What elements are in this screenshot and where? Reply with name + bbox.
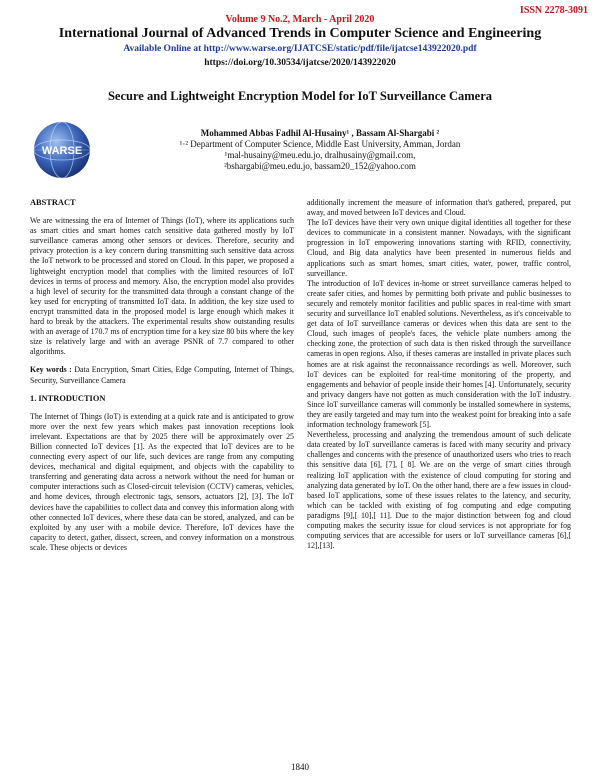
keywords-label: Key words : [30,365,72,375]
affiliation: ¹·² Department of Computer Science, Middle East University, Amman, Jordan [179,139,461,149]
journal-title: International Journal of Advanced Trends in Computer Science and Engineering [58,26,542,41]
globe-logo-icon [30,118,94,182]
intro-paragraph-2: The IoT devices have their very own unique digital identities all together for these devices to communicate in a consistent manner. Nowadays, with the significant progression in IoT empowering innovations starting with RFID, connectivity, Cloud, and Big data analytics have been presented in numerous fields and applications such as smart homes, smart cities, water, power, traffic control, surveillance. [307,218,571,278]
keywords-text: Data Encryption, Smart Cities, Edge Computing, Internet of Things, Security, Surveillance Camera [30,365,294,385]
intro-paragraph-1-continued: additionally increment the measure of information that's gathered, prepared, put away, and moved between IoT devices and Cloud. [307,198,571,218]
doi-link[interactable]: https://doi.org/10.30534/ijatcse/2020/143922020 [204,58,396,68]
volume-info: Volume 9 No.2, March - April 2020 [225,14,375,25]
availability-link[interactable]: Available Online at http://www.warse.org/IJATCSE/static/pdf/file/ijatcse143922020.pdf [123,44,477,54]
logo-text: WARSE [41,145,83,157]
author-names: Mohammed Abbas Fadhil Al-Husainy¹ , Bassam Al-Shargabi ² [200,128,440,138]
author-email-2: ²bshargabi@meu.edu.jo, bassam20_152@yahoo.com [224,161,416,171]
page-number: 1840 [291,762,309,772]
issn: ISSN 2278-3091 [519,5,588,16]
abstract-text: We are witnessing the era of Internet of Things (IoT), where its applications such as smart cities and smart homes catch sensitive data gathered mostly by IoT surveillance cameras among other sensors or devices. Therefore, security and privacy protection is a key concern during transmitting such sensitive data across the IoT network to be processed and stored on Cloud. In this paper, we proposed a lightweight encryption model that complies with the limited resources of IoT devices in terms of process and memory. Also, the encryption model also provides a high level of security for the transmitted data through a constant change of the key used for encrypting of transmitted IoT data. In addition, the key size used to encrypt transmitted data in the proposed model is large enough which makes it hard to break by the attackers. The experimental results show outstanding results with an average of 170.7 ms of encryption time for a key size 80 bits where the key size is relatively large and with an average PSNR of 7.7 compared to other algorithms. [30,216,294,357]
introduction-heading: 1. INTRODUCTION [30,393,106,403]
intro-paragraph-3: The introduction of IoT devices in-home or street surveillance cameras helped to create safer cities, and homes by permitting both private and public businesses to securely and remotely monitor facilities and public spaces in real-time with smart security and surveillance IoT enabled solutions. Nevertheless, as it's conceivable to get data of IoT surveillance cameras or devices when this data are sent to the Cloud, such images of people's faces, the vehicle plate numbers among the checking zone, the protection of such data is then risked through the surveillance cameras in open regions. Also, if theses cameras are installed in private places such homes are at risk against the reconnaissance recordings as well. Moreover, such IoT devices can be exploited for real-time monitoring of the property, and engagements and behavior of people inside their homes [4]. Unfortunately, security and privacy dangers have not gotten as much consideration with the IoT industry. Since IoT surveillance cameras will commonly be installed somewhere in systems, they are easily targeted and may turn into the weakest point for breaking into a safe information technology framework [5]. [307,278,571,430]
keywords [30,365,294,385]
left-column [30,198,294,553]
paper-title: Secure and Lightweight Encryption Model for IoT Surveillance Camera [107,89,493,103]
author-email-1: ¹mal-husainy@meu.edu.jo, dralhusainy@gmail.com, [224,150,416,160]
author-block [100,128,540,172]
right-column [307,198,571,551]
intro-paragraph-4: Nevertheless, processing and analyzing the tremendous amount of such delicate data created by IoT surveillance cameras is faced with many security and privacy challenges and concerns with the presence of unauthorized users who tries to reach this sensitive data [6], [7], [ 8]. We are on the verge of smart cities through realizing IoT application with the existence of cloud computing for storing and analyzing data generated by IoT. On the other hand, there are a few issues in cloud-based IoT applications, some of these issues relates to the latency, and security, which can be tackled with existing of fog computing and edge computing paradigms [9],[ 10],[ 11]. Due to the major distinction between fog and cloud computing makes the security issue for cloud services is not appropriate for fog computing services that are accessible for users or IoT surveillance cameras [6],[ 12],[13]. [307,430,571,551]
intro-paragraph-1: The Internet of Things (IoT) is extending at a quick rate and is anticipated to grow more over the next few years which makes past innovation receptions look irrelevant. Expectations are that by 2025 there will be approximately over 25 Billion connected IoT devices [1]. As the expected that IoT devices are to be connecting every aspect of our life, such devices are range from any computing devices, mechanical and digital equipment, and objects with the capability to transferring and generating data across a network without the need for human or computer interactions such as Closed-circuit television (CCTV) cameras, vehicles, and home devices, through electronic tags, sensors, actuators [2], [3]. The IoT devices have the capabilities to collect data and convey this information along with other connected IoT devices, where these data can be stored, analyzed, and can be exploited by any user with a mobile device. Therefore, IoT devices have the capacity to detect, gather, dissect, screen, and convey information on a monstrous scale. These objects or devices [30,411,294,552]
abstract-heading: ABSTRACT [30,198,76,207]
